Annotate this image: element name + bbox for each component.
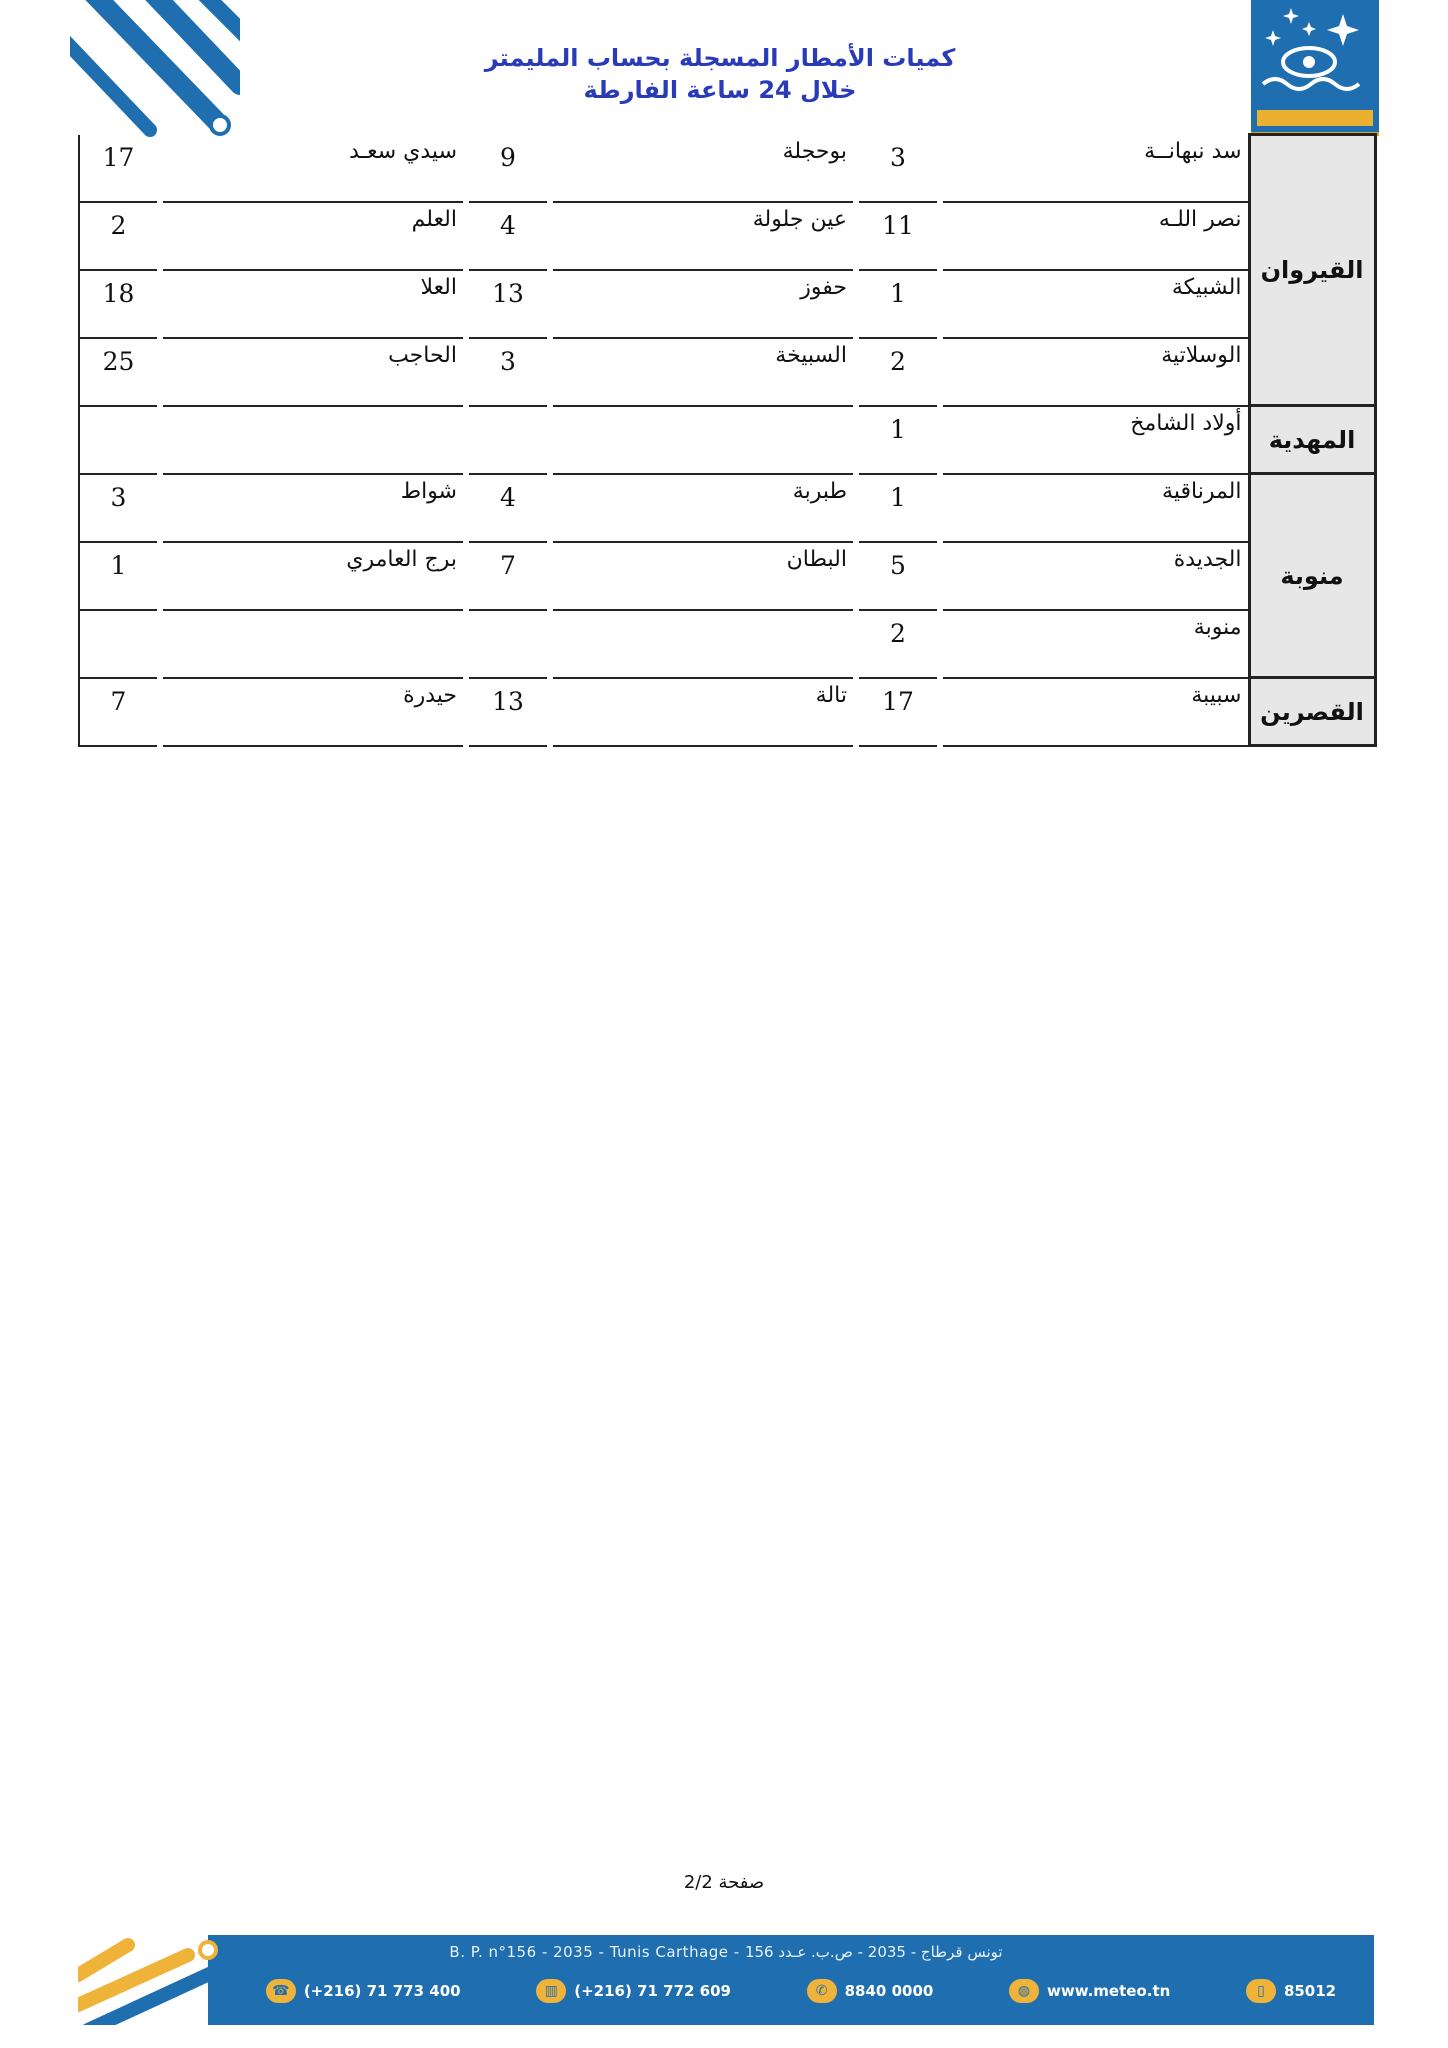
fax-icon: ▥ <box>536 1979 566 2003</box>
rain-value-cell: 2 <box>859 338 937 406</box>
rain-value-cell: 13 <box>469 678 547 746</box>
sms-number: 85012 <box>1283 1982 1337 2000</box>
rain-value-cell: 7 <box>79 678 157 746</box>
hotline-number: 8840 0000 <box>844 1982 934 2000</box>
governorate-name-cell: منوبة <box>1249 474 1375 678</box>
rain-value-cell: 17 <box>859 678 937 746</box>
hotline-icon: ✆ <box>807 1979 837 2003</box>
rain-value-cell: 5 <box>859 542 937 610</box>
hotline-contact <box>807 1979 934 2003</box>
station-name-cell: طبربة <box>553 474 853 542</box>
phone-number: (+216) 71 773 400 <box>303 1982 461 2000</box>
rain-value-cell: 3 <box>79 474 157 542</box>
footer-address: B. P. n°156 - 2035 - Tunis Carthage - تونس قرطاج - 2035 - ص.ب. عـدد 156 <box>449 1943 1003 1961</box>
phone-icon: ☎ <box>266 1979 296 2003</box>
rain-value-cell: 3 <box>859 135 937 202</box>
rain-value-cell: 25 <box>79 338 157 406</box>
rain-value-cell: 1 <box>859 270 937 338</box>
station-name-cell <box>163 406 463 474</box>
station-name-cell: تالة <box>553 678 853 746</box>
station-name-cell: البطان <box>553 542 853 610</box>
station-name-cell: شواط <box>163 474 463 542</box>
rain-value-cell: 18 <box>79 270 157 338</box>
governorate-name-cell: القيروان <box>1249 135 1375 406</box>
table-row <box>79 406 1375 474</box>
rain-value-cell: 1 <box>859 474 937 542</box>
website-link[interactable]: www.meteo.tn <box>1046 1982 1171 2000</box>
fax-contact <box>536 1979 731 2003</box>
document-subtitle: خلال 24 ساعة الفارطة <box>583 76 857 104</box>
rain-value-cell: 2 <box>859 610 937 678</box>
rain-value-cell: 4 <box>469 202 547 270</box>
rain-value-cell: 4 <box>469 474 547 542</box>
table-row <box>79 542 1375 610</box>
rainfall-table <box>78 133 1377 747</box>
station-name-cell: منوبة <box>943 610 1249 678</box>
rain-value-cell <box>469 406 547 474</box>
station-name-cell: عين جلولة <box>553 202 853 270</box>
station-name-cell: سبيبة <box>943 678 1249 746</box>
station-name-cell: المرناقية <box>943 474 1249 542</box>
rain-value-cell: 13 <box>469 270 547 338</box>
rain-value-cell: 1 <box>79 542 157 610</box>
sun-star-emblem-icon <box>1251 0 1379 100</box>
footer-band <box>78 1935 1374 2025</box>
page-number: صفحة 2/2 <box>683 1872 765 1893</box>
station-name-cell: الجديدة <box>943 542 1249 610</box>
station-name-cell <box>553 406 853 474</box>
table-row <box>79 202 1375 270</box>
station-name-cell <box>163 610 463 678</box>
station-name-cell: العلا <box>163 270 463 338</box>
table-row <box>79 678 1375 746</box>
governorate-name-cell: المهدية <box>1249 406 1375 474</box>
governorate-name-cell: القصرين <box>1249 678 1375 746</box>
rain-value-cell: 2 <box>79 202 157 270</box>
table-row <box>79 610 1375 678</box>
inm-logo <box>1251 0 1379 136</box>
station-name-cell: الحاجب <box>163 338 463 406</box>
station-name-cell: برج العامري <box>163 542 463 610</box>
phone-contact <box>266 1979 461 2003</box>
station-name-cell: العلم <box>163 202 463 270</box>
corner-stripes-logo <box>70 0 240 140</box>
rain-value-cell: 3 <box>469 338 547 406</box>
station-name-cell: سد نبهانــة <box>943 135 1249 202</box>
mobile-icon: ▯ <box>1246 1979 1276 2003</box>
station-name-cell <box>553 610 853 678</box>
station-name-cell: الشبيكة <box>943 270 1249 338</box>
table-row <box>79 135 1375 202</box>
rain-value-cell <box>469 610 547 678</box>
rain-value-cell: 1 <box>859 406 937 474</box>
table-row <box>79 474 1375 542</box>
station-name-cell: بوحجلة <box>553 135 853 202</box>
station-name-cell: أولاد الشامخ <box>943 406 1249 474</box>
fax-number: (+216) 71 772 609 <box>574 1982 731 2000</box>
rain-value-cell: 11 <box>859 202 937 270</box>
station-name-cell: السبيخة <box>553 338 853 406</box>
station-name-cell: الوسلاتية <box>943 338 1249 406</box>
rain-value-cell: 9 <box>469 135 547 202</box>
station-name-cell: نصر اللـه <box>943 202 1249 270</box>
table-row <box>79 338 1375 406</box>
station-name-cell: سيدي سعـد <box>163 135 463 202</box>
rain-value-cell <box>79 610 157 678</box>
table-row <box>79 270 1375 338</box>
rain-value-cell: 17 <box>79 135 157 202</box>
rain-value-cell: 7 <box>469 542 547 610</box>
rain-value-cell <box>79 406 157 474</box>
sms-contact <box>1246 1979 1336 2003</box>
station-name-cell: حفوز <box>553 270 853 338</box>
station-name-cell: حيدرة <box>163 678 463 746</box>
website-contact[interactable] <box>1009 1979 1170 2003</box>
document-title: كميات الأمطار المسجلة بحساب المليمتر <box>484 44 956 72</box>
globe-icon: ◍ <box>1009 1979 1039 2003</box>
